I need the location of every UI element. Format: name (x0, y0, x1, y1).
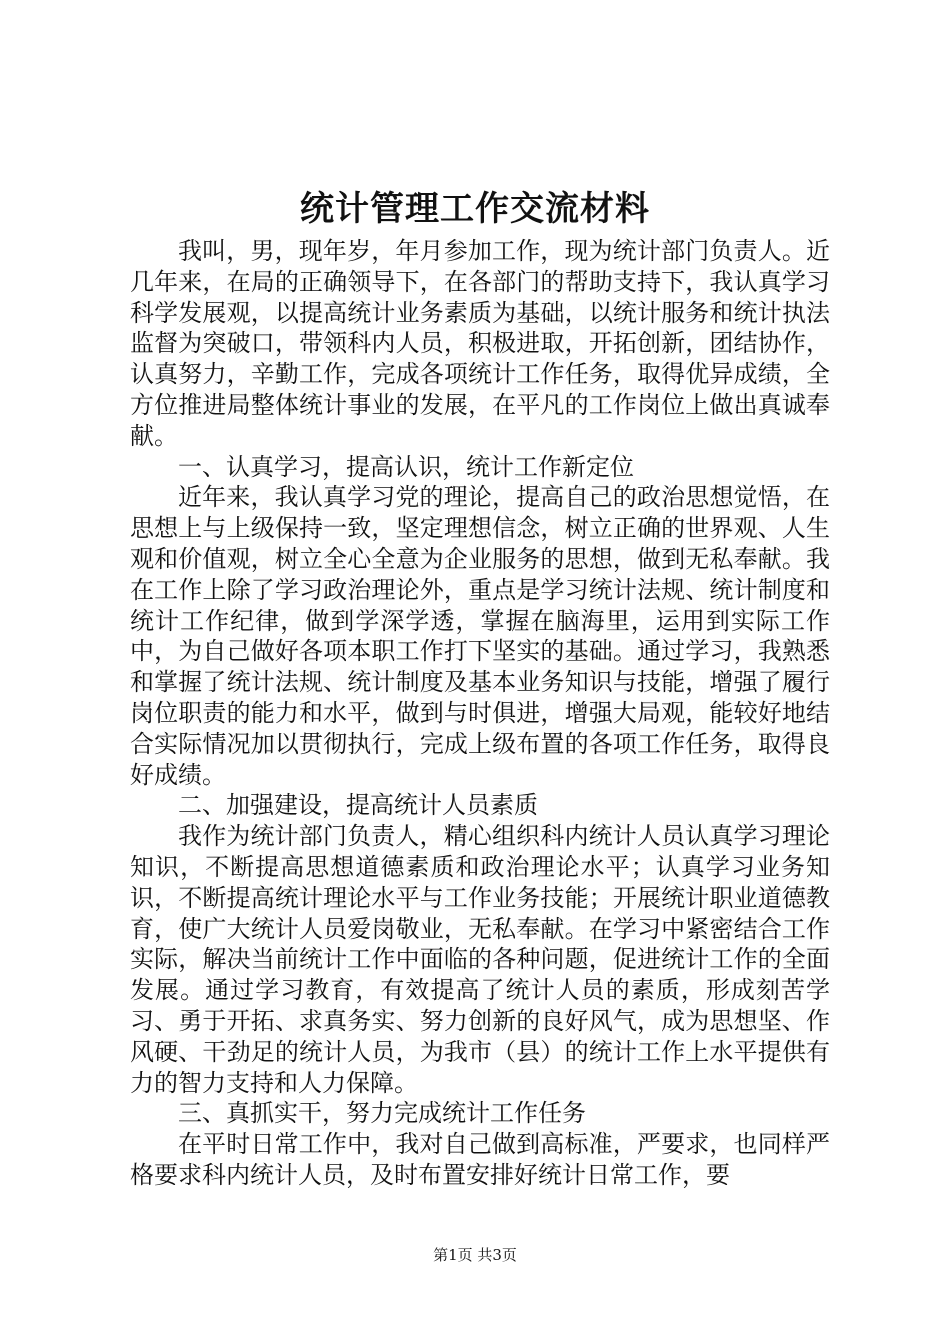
paragraph-section-1: 近年来，我认真学习党的理论，提高自己的政治思想觉悟，在思想上与上级保持一致，坚定理想信念，树立正确的世界观、人生观和价值观，树立全心全意为企业服务的思想，做到无私奉献。我在工作上除了学习政治理论外，重点是学习统计法规、统计制度和统计工作纪律，做到学深学透，掌握在脑海里，运用到实际工作中，为自己做好各项本职工作打下坚实的基础。通过学习，我熟悉和掌握了统计法规、统计制度及基本业务知识与技能，增强了履行岗位职责的能力和水平，做到与时俱进，增强大局观，能较好地结合实际情况加以贯彻执行，完成上级布置的各项工作任务，取得良好成绩。 (130, 483, 830, 789)
page-footer: 第1页 共3页 (433, 1246, 517, 1264)
section-heading-2: 二、加强建设，提高统计人员素质 (178, 791, 538, 820)
section-heading-1: 一、认真学习，提高认识，统计工作新定位 (178, 452, 634, 481)
paragraph-section-2: 我作为统计部门负责人，精心组织科内统计人员认真学习理论知识，不断提高思想道德素质和政治理论水平；认真学习业务知识，不断提高统计理论水平与工作业务技能；开展统计职业道德教育，使广大统计人员爱岗敬业，无私奉献。在学习中紧密结合工作实际，解决当前统计工作中面临的各种问题，促进统计工作的全面发展。通过学习教育，有效提高了统计人员的素质，形成刻苦学习、勇于开拓、求真务实、努力创新的良好风气，成为思想坚、作风硬、干劲足的统计人员，为我市（县）的统计工作上水平提供有力的智力支持和人力保障。 (130, 822, 830, 1097)
section-heading-3: 三、真抓实干，努力完成统计工作任务 (178, 1099, 586, 1128)
document-title: 统计管理工作交流材料 (300, 189, 650, 229)
paragraph-section-3: 在平时日常工作中，我对自己做到高标准，严要求，也同样严格要求科内统计人员，及时布置安排好统计日常工作，要 (130, 1130, 830, 1189)
paragraph-intro: 我叫，男，现年岁，年月参加工作，现为统计部门负责人。近几年来，在局的正确领导下，在各部门的帮助支持下，我认真学习科学发展观，以提高统计业务素质为基础，以统计服务和统计执法监督为突破口，带领科内人员，积极进取，开拓创新，团结协作，认真努力，辛勤工作，完成各项统计工作任务，取得优异成绩，全方位推进局整体统计事业的发展，在平凡的工作岗位上做出真诚奉献。 (130, 237, 830, 450)
document-body (130, 236, 830, 1191)
